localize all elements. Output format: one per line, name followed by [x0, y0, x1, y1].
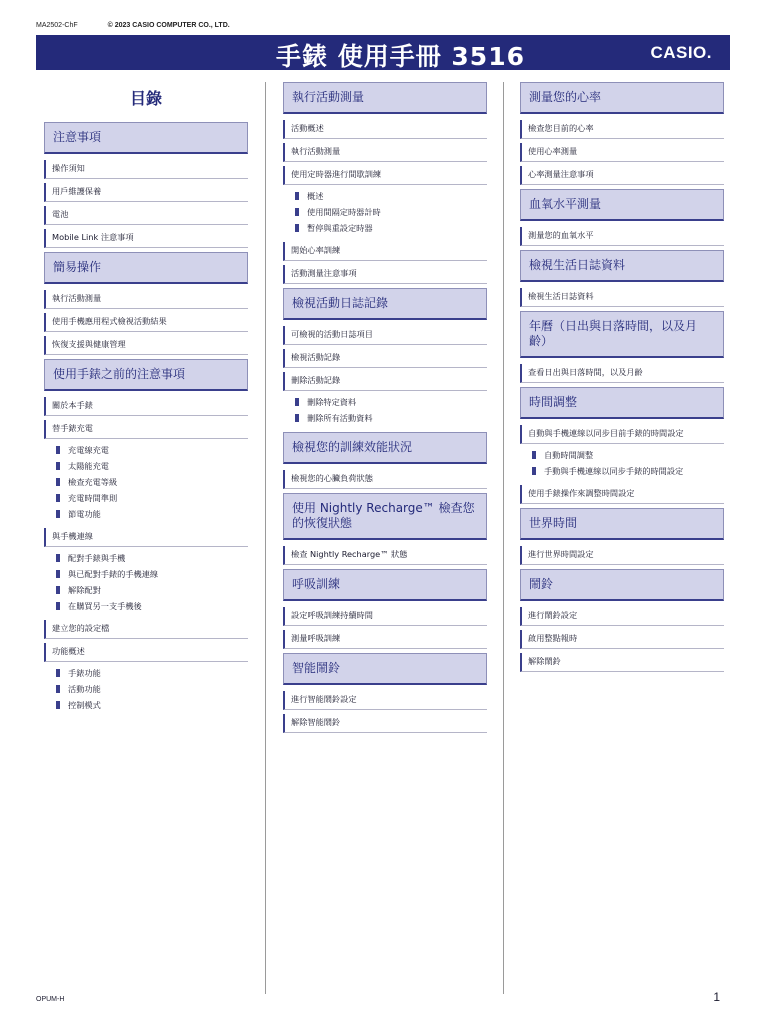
- bullet-marker-icon: [295, 208, 299, 216]
- toc-item-link[interactable]: 活動測量注意事項: [283, 265, 487, 284]
- section-item-list: [520, 364, 724, 383]
- toc-subitem-link[interactable]: [44, 442, 248, 458]
- section-heading-link[interactable]: 呼吸訓練: [283, 569, 487, 601]
- subitem-label: 自動時間調整: [544, 450, 594, 460]
- bullet-marker-icon: [295, 224, 299, 232]
- toc-item-link[interactable]: 檢視活動記錄: [283, 349, 487, 368]
- section-heading-link[interactable]: 智能鬧鈴: [283, 653, 487, 685]
- section-item-list: [520, 425, 724, 504]
- bullet-marker-icon: [295, 192, 299, 200]
- section-item-list: [283, 470, 487, 489]
- page-title: 手錶 使用手冊 3516: [276, 42, 525, 71]
- section-item-list: [283, 120, 487, 284]
- toc-section: [44, 359, 248, 713]
- bullet-marker-icon: [56, 602, 60, 610]
- section-item-list: [283, 607, 487, 649]
- toc-subitem-link[interactable]: [44, 490, 248, 506]
- toc-subitem-link[interactable]: [44, 582, 248, 598]
- toc-subitem-link[interactable]: [520, 463, 724, 479]
- toc-subitem-link[interactable]: [44, 665, 248, 681]
- toc-section: [520, 189, 724, 246]
- toc-item-link[interactable]: 測量呼吸訓練: [283, 630, 487, 649]
- bullet-marker-icon: [56, 554, 60, 562]
- subitem-label: 刪除特定資料: [307, 397, 357, 407]
- bullet-marker-icon: [56, 701, 60, 709]
- toc-item-link[interactable]: 電池: [44, 206, 248, 225]
- subitem-label: 使用間隔定時器計時: [307, 207, 381, 217]
- section-item-list: [283, 691, 487, 733]
- copyright: © 2023 CASIO COMPUTER CO., LTD.: [107, 22, 230, 29]
- toc-section: [44, 252, 248, 355]
- toc-item-link[interactable]: 檢查您目前的心率: [520, 120, 724, 139]
- bullet-marker-icon: [56, 669, 60, 677]
- subitem-group: [283, 188, 487, 236]
- subitem-group: [44, 442, 248, 522]
- subitem-label: 暫停與重設定時器: [307, 223, 373, 233]
- toc-subitem-link[interactable]: [44, 681, 248, 697]
- toc-subitem-link[interactable]: [44, 550, 248, 566]
- bullet-marker-icon: [56, 494, 60, 502]
- section-heading-link[interactable]: 簡易操作: [44, 252, 248, 284]
- toc-section: [520, 250, 724, 307]
- subitem-label: 充電時間準則: [68, 493, 118, 503]
- toc-section: [520, 387, 724, 504]
- toc-item-link[interactable]: 進行世界時間設定: [520, 546, 724, 565]
- toc-subitem-link[interactable]: [283, 410, 487, 426]
- bullet-marker-icon: [56, 462, 60, 470]
- toc-item-link[interactable]: 心率測量注意事項: [520, 166, 724, 185]
- toc-item-link[interactable]: 解除鬧鈴: [520, 653, 724, 672]
- toc-item-link[interactable]: 與手機連線: [44, 528, 248, 547]
- subitem-label: 節電功能: [68, 509, 101, 519]
- toc-subitem-link[interactable]: [44, 566, 248, 582]
- subitem-label: 刪除所有活動資料: [307, 413, 373, 423]
- toc-section: [520, 569, 724, 672]
- toc-subitem-link[interactable]: [44, 506, 248, 522]
- section-heading-link[interactable]: 注意事項: [44, 122, 248, 154]
- section-item-list: [283, 326, 487, 426]
- toc-item-link[interactable]: 執行活動測量: [283, 143, 487, 162]
- section-item-list: [520, 120, 724, 185]
- section-heading-link[interactable]: 使用手錶之前的注意事項: [44, 359, 248, 391]
- section-heading-link[interactable]: 血氧水平測量: [520, 189, 724, 221]
- toc-item-link[interactable]: 操作須知: [44, 160, 248, 179]
- toc-item-link[interactable]: Mobile Link 注意事項: [44, 229, 248, 248]
- bullet-marker-icon: [56, 570, 60, 578]
- section-heading-link[interactable]: 檢視您的訓練效能狀況: [283, 432, 487, 464]
- subitem-label: 活動功能: [68, 684, 101, 694]
- bullet-marker-icon: [56, 446, 60, 454]
- section-item-list: [283, 546, 487, 565]
- toc-subitem-link[interactable]: [520, 447, 724, 463]
- subitem-label: 控制模式: [68, 700, 101, 710]
- toc-item-link[interactable]: 恢復支援與健康管理: [44, 336, 248, 355]
- toc-item-link[interactable]: 用戶維護保養: [44, 183, 248, 202]
- bullet-marker-icon: [56, 478, 60, 486]
- toc-item-link[interactable]: 使用手機應用程式檢視活動結果: [44, 313, 248, 332]
- section-heading-link[interactable]: 測量您的心率: [520, 82, 724, 114]
- toc-item-link[interactable]: 解除智能鬧鈴: [283, 714, 487, 733]
- toc-item-link[interactable]: 進行鬧鈴設定: [520, 607, 724, 626]
- section-heading-link[interactable]: 檢視活動日誌記錄: [283, 288, 487, 320]
- toc-item-link[interactable]: 執行活動測量: [44, 290, 248, 309]
- subitem-label: 手動與手機連線以同步手錶的時間設定: [544, 466, 684, 476]
- section-item-list: [44, 160, 248, 248]
- toc-item-link[interactable]: 查看日出與日落時間，以及月齡: [520, 364, 724, 383]
- subitem-label: 配對手錶與手機: [68, 553, 126, 563]
- toc-item-link[interactable]: 開始心率訓練: [283, 242, 487, 261]
- toc-subitem-link[interactable]: [283, 220, 487, 236]
- section-heading-link[interactable]: 鬧鈴: [520, 569, 724, 601]
- toc-subitem-link[interactable]: [44, 474, 248, 490]
- toc-title: 目錄: [129, 89, 162, 108]
- toc-item-link[interactable]: 建立您的設定檔: [44, 620, 248, 639]
- toc-subitem-link[interactable]: [283, 204, 487, 220]
- bullet-marker-icon: [56, 685, 60, 693]
- toc-item-link[interactable]: 檢視生活日誌資料: [520, 288, 724, 307]
- column-divider: [265, 82, 266, 994]
- subitem-label: 在購買另一支手機後: [68, 601, 142, 611]
- footer-code: OPUM-H: [36, 996, 65, 1003]
- toc-item-link[interactable]: 使用定時器進行間歇訓練: [283, 166, 487, 185]
- section-item-list: [520, 607, 724, 672]
- section-item-list: [520, 227, 724, 246]
- toc-section: [283, 288, 487, 426]
- section-heading-link[interactable]: 世界時間: [520, 508, 724, 540]
- toc-section: [520, 508, 724, 565]
- bullet-marker-icon: [532, 467, 536, 475]
- toc-column-2: [283, 82, 487, 737]
- toc-item-link[interactable]: 關於本手錶: [44, 397, 248, 416]
- bullet-marker-icon: [295, 414, 299, 422]
- toc-subitem-link[interactable]: [44, 598, 248, 614]
- section-item-list: [520, 288, 724, 307]
- section-item-list: [44, 290, 248, 355]
- subitem-label: 概述: [307, 191, 324, 201]
- bullet-marker-icon: [56, 510, 60, 518]
- section-heading-link[interactable]: 時間調整: [520, 387, 724, 419]
- section-heading-link[interactable]: 檢視生活日誌資料: [520, 250, 724, 282]
- toc-section: [283, 653, 487, 733]
- subitem-label: 充電線充電: [68, 445, 109, 455]
- toc-item-link[interactable]: 可檢視的活動日誌項目: [283, 326, 487, 345]
- toc-item-link[interactable]: 檢視您的心臟負荷狀態: [283, 470, 487, 489]
- section-item-list: [520, 546, 724, 565]
- bullet-marker-icon: [532, 451, 536, 459]
- toc-section: [283, 432, 487, 489]
- subitem-label: 解除配對: [68, 585, 101, 595]
- section-heading-link[interactable]: 年曆（日出與日落時間，以及月齡）: [520, 311, 724, 358]
- toc-item-link[interactable]: 替手錶充電: [44, 420, 248, 439]
- toc-item-link[interactable]: 使用手錶操作來調整時間設定: [520, 485, 724, 504]
- doc-code: MA2502-ChF: [36, 22, 78, 29]
- toc-item-link[interactable]: 測量您的血氧水平: [520, 227, 724, 246]
- subitem-label: 與已配對手錶的手機連線: [68, 569, 159, 579]
- section-heading-link[interactable]: 執行活動測量: [283, 82, 487, 114]
- column-divider: [503, 82, 504, 994]
- casio-logo: CASIO.: [650, 43, 712, 62]
- toc-item-link[interactable]: 進行智能鬧鈴設定: [283, 691, 487, 710]
- toc-item-link[interactable]: 刪除活動記錄: [283, 372, 487, 391]
- top-info-line: [36, 22, 230, 29]
- toc-section: [520, 311, 724, 383]
- toc-section: [520, 82, 724, 185]
- subitem-group: [44, 550, 248, 614]
- toc-subitem-link[interactable]: [44, 697, 248, 713]
- toc-item-link[interactable]: 使用心率測量: [520, 143, 724, 162]
- toc-item-link[interactable]: 自動與手機連線以同步目前手錶的時間設定: [520, 425, 724, 444]
- toc-item-link[interactable]: 設定呼吸訓練持續時間: [283, 607, 487, 626]
- toc-item-link[interactable]: 活動概述: [283, 120, 487, 139]
- subitem-label: 檢查充電等級: [68, 477, 118, 487]
- bullet-marker-icon: [295, 398, 299, 406]
- toc-subitem-link[interactable]: [44, 458, 248, 474]
- toc-section: [44, 122, 248, 248]
- bullet-marker-icon: [56, 586, 60, 594]
- toc-column-3: [520, 82, 724, 676]
- subitem-group: [44, 665, 248, 713]
- section-item-list: [44, 397, 248, 713]
- subitem-group: [283, 394, 487, 426]
- toc-subitem-link[interactable]: [283, 394, 487, 410]
- toc-column-1: [44, 82, 248, 719]
- subitem-label: 手錶功能: [68, 668, 101, 678]
- toc-item-link[interactable]: 啟用整點報時: [520, 630, 724, 649]
- title-bar: [36, 35, 730, 70]
- page-number: 1: [713, 990, 720, 1004]
- section-heading-link[interactable]: 使用 Nightly Recharge™ 檢查您的恢復狀態: [283, 493, 487, 540]
- toc-item-link[interactable]: 檢查 Nightly Recharge™ 狀態: [283, 546, 487, 565]
- subitem-label: 太陽能充電: [68, 461, 109, 471]
- toc-section: [283, 569, 487, 649]
- toc-section: [283, 82, 487, 284]
- toc-subitem-link[interactable]: [283, 188, 487, 204]
- toc-section: [283, 493, 487, 565]
- toc-item-link[interactable]: 功能概述: [44, 643, 248, 662]
- subitem-group: [520, 447, 724, 479]
